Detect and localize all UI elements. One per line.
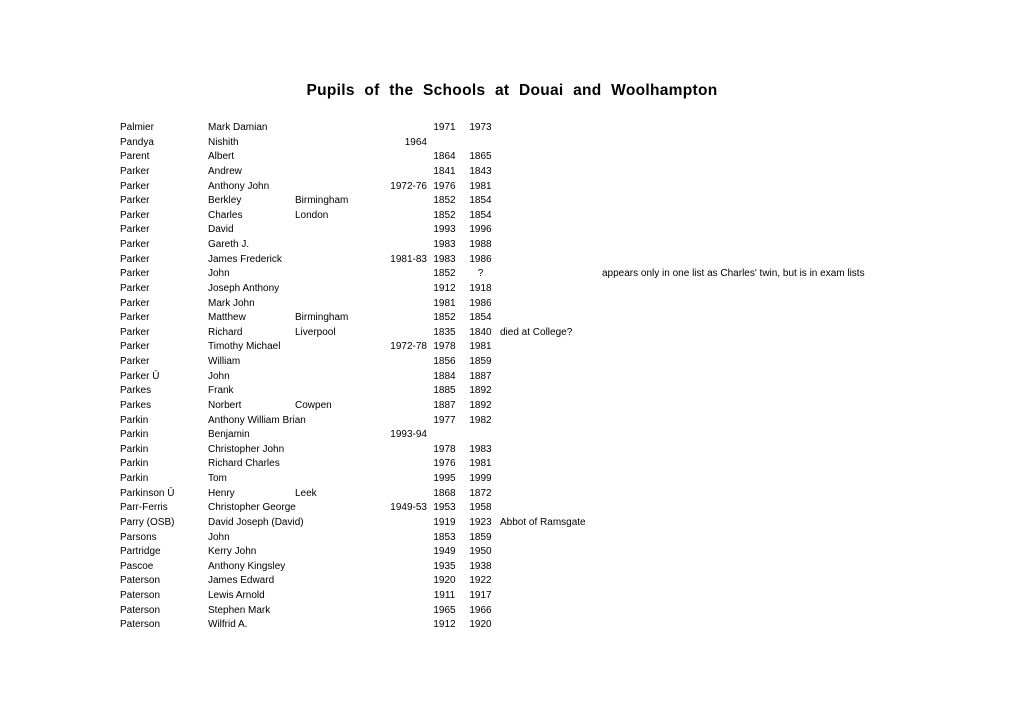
cell-note: died at College?: [500, 326, 573, 338]
cell-place: Leek: [295, 487, 317, 499]
cell-year1: 1912: [433, 282, 456, 294]
cell-year2: 1981: [469, 180, 492, 192]
cell-note-far: appears only in one list as Charles' twin, but is in exam lists: [602, 268, 865, 280]
cell-year1: 1953: [433, 502, 456, 514]
cell-forename: John: [208, 370, 230, 382]
table-row: [0, 180, 1024, 195]
cell-year2: 1920: [469, 619, 492, 631]
cell-year1: 1887: [433, 399, 456, 411]
table-row: [0, 457, 1024, 472]
cell-year1: 1993: [433, 224, 456, 236]
cell-surname: Parker: [120, 224, 150, 236]
cell-forename: Anthony William Brian: [208, 414, 306, 426]
cell-year2: ?: [477, 268, 484, 280]
table-row: [0, 165, 1024, 180]
cell-range: 1949-53: [390, 502, 427, 514]
cell-surname: Parker: [120, 165, 150, 177]
cell-surname: Pascoe: [120, 560, 154, 572]
cell-year2: 1999: [469, 473, 492, 484]
table-row: [0, 574, 1024, 589]
cell-year1: 1965: [433, 604, 456, 616]
table-row: [0, 136, 1024, 151]
cell-forename: Matthew: [208, 312, 246, 324]
cell-year1: 1920: [433, 575, 456, 587]
table-row: [0, 282, 1024, 297]
cell-year2: 1859: [469, 356, 492, 367]
cell-year2: 1983: [469, 443, 492, 455]
cell-year2: 1854: [469, 209, 492, 221]
cell-year2: 1981: [469, 458, 492, 470]
cell-year1: 1884: [433, 370, 456, 382]
cell-year2: 1958: [469, 502, 492, 514]
cell-year2: 1892: [469, 399, 492, 411]
cell-forename: Nishith: [208, 136, 239, 148]
cell-note: Abbot of Ramsgate: [500, 516, 586, 528]
table-row: [0, 414, 1024, 429]
cell-year1: 1856: [433, 356, 456, 367]
cell-year1: 1885: [433, 385, 456, 397]
cell-year1: 1976: [433, 458, 456, 470]
table-row: [0, 589, 1024, 604]
cell-year2: 1988: [469, 239, 492, 250]
cell-surname: Parsons: [120, 531, 157, 543]
cell-forename: Tom: [208, 473, 227, 484]
cell-year1: 1971: [433, 122, 456, 133]
cell-year2: 1950: [469, 546, 492, 558]
cell-year1: 1853: [433, 531, 456, 543]
cell-surname: Paterson: [120, 619, 161, 631]
cell-forename: John: [208, 268, 230, 280]
cell-year1: 1978: [433, 341, 456, 353]
page-title: Pupils of the Schools at Douai and Woolhampton: [306, 82, 718, 99]
cell-surname: Parker: [120, 282, 150, 294]
cell-forename: Andrew: [208, 165, 242, 177]
cell-forename: John: [208, 531, 230, 543]
cell-surname: Pandya: [120, 136, 154, 148]
cell-year2: 1854: [469, 195, 492, 207]
cell-year2: 1973: [469, 122, 492, 133]
cell-range: 1972-76: [390, 180, 427, 192]
cell-year1: 1841: [433, 165, 456, 177]
table-row: [0, 531, 1024, 546]
cell-year1: 1978: [433, 443, 456, 455]
cell-place: Liverpool: [295, 326, 336, 338]
table-row: [0, 516, 1024, 531]
table-row: [0, 326, 1024, 341]
cell-forename: Timothy Michael: [208, 341, 281, 353]
cell-year1: 1981: [433, 297, 456, 309]
cell-forename: Norbert: [208, 399, 242, 411]
cell-surname: Parkinson Ū: [120, 487, 175, 499]
cell-forename: Stephen Mark: [208, 604, 271, 616]
cell-year1: 1835: [433, 326, 456, 338]
table-row: [0, 355, 1024, 370]
cell-year2: 1918: [469, 282, 492, 294]
cell-forename: Frank: [208, 385, 234, 397]
cell-forename: Berkley: [208, 195, 242, 207]
cell-year2: 1840: [469, 326, 492, 338]
cell-surname: Parker Ū: [120, 370, 160, 382]
cell-year1: 1983: [433, 253, 456, 265]
cell-year1: 1912: [433, 619, 456, 631]
table-row: [0, 311, 1024, 326]
cell-surname: Paterson: [120, 575, 161, 587]
cell-place: Cowpen: [295, 399, 332, 411]
table-row: [0, 297, 1024, 312]
cell-year2: 1859: [469, 531, 492, 543]
cell-year1: 1976: [433, 180, 456, 192]
cell-surname: Parker: [120, 297, 150, 309]
cell-forename: Richard: [208, 326, 243, 338]
cell-year1: 1935: [433, 560, 456, 572]
table-row: [0, 223, 1024, 238]
cell-year2: 1854: [469, 312, 492, 324]
table-row: [0, 238, 1024, 253]
table-row: [0, 618, 1024, 633]
cell-year2: 1887: [469, 370, 492, 382]
cell-forename: James Edward: [208, 575, 275, 587]
cell-place: London: [295, 209, 329, 221]
cell-forename: Anthony John: [208, 180, 270, 192]
cell-surname: Paterson: [120, 604, 161, 616]
cell-surname: Parker: [120, 268, 150, 280]
cell-year1: 1852: [433, 312, 456, 324]
cell-forename: David Joseph (David): [208, 516, 304, 528]
cell-year1: 1852: [433, 195, 456, 207]
cell-surname: Parker: [120, 209, 150, 221]
cell-surname: Parkes: [120, 385, 152, 397]
table-row: [0, 472, 1024, 487]
cell-surname: Parr-Ferris: [120, 502, 168, 514]
table-row: [0, 384, 1024, 399]
cell-year2: 1865: [469, 151, 492, 163]
cell-surname: Parker: [120, 326, 150, 338]
cell-year2: 1917: [469, 590, 492, 601]
cell-forename: Anthony Kingsley: [208, 560, 286, 572]
cell-year1: 1868: [433, 487, 456, 499]
cell-forename: Benjamin: [208, 429, 250, 441]
cell-forename: William: [208, 356, 241, 367]
cell-forename: James Frederick: [208, 253, 282, 265]
cell-place: Birmingham: [295, 312, 349, 324]
cell-year2: 1872: [469, 487, 492, 499]
cell-surname: Parker: [120, 180, 150, 192]
table-row: [0, 340, 1024, 355]
cell-year1: 1852: [433, 209, 456, 221]
cell-surname: Partridge: [120, 546, 161, 558]
cell-place: Birmingham: [295, 195, 349, 207]
table-row: [0, 209, 1024, 224]
cell-surname: Parkes: [120, 399, 152, 411]
table-row: [0, 604, 1024, 619]
cell-year2: 1986: [469, 253, 492, 265]
table-row: [0, 560, 1024, 575]
table-row: [0, 253, 1024, 268]
cell-forename: Christopher George: [208, 502, 296, 514]
cell-year2: 1923: [469, 516, 492, 528]
table-row: [0, 487, 1024, 502]
cell-year1: 1911: [433, 590, 456, 601]
cell-range: 1964: [404, 136, 427, 148]
cell-year2: 1938: [469, 560, 492, 572]
table-row: [0, 194, 1024, 209]
cell-surname: Parkin: [120, 414, 149, 426]
cell-forename: Charles: [208, 209, 243, 221]
table-row: [0, 370, 1024, 385]
cell-forename: Gareth J.: [208, 239, 250, 250]
cell-surname: Parker: [120, 253, 150, 265]
cell-range: 1972-78: [390, 341, 427, 353]
cell-forename: Richard Charles: [208, 458, 280, 470]
table-row: [0, 267, 1024, 282]
cell-year2: 1982: [469, 414, 492, 426]
cell-surname: Parker: [120, 312, 150, 324]
table-row: [0, 545, 1024, 560]
cell-year2: 1986: [469, 297, 492, 309]
cell-surname: Parry (OSB): [120, 516, 175, 528]
table-row: [0, 501, 1024, 516]
table-row: [0, 399, 1024, 414]
cell-surname: Parker: [120, 341, 150, 353]
cell-forename: Wilfrid A.: [208, 619, 248, 631]
cell-forename: Mark John: [208, 297, 255, 309]
cell-surname: Parkin: [120, 473, 149, 484]
cell-surname: Parker: [120, 195, 150, 207]
cell-year1: 1919: [433, 516, 456, 528]
cell-year1: 1949: [433, 546, 456, 558]
table-row: [0, 150, 1024, 165]
cell-year2: 1843: [469, 165, 492, 177]
cell-year2: 1996: [469, 224, 492, 236]
cell-forename: Lewis Arnold: [208, 590, 265, 601]
cell-year2: 1922: [469, 575, 492, 587]
cell-surname: Parent: [120, 151, 150, 163]
cell-year2: 1892: [469, 385, 492, 397]
cell-surname: Parker: [120, 356, 150, 367]
cell-forename: Albert: [208, 151, 235, 163]
cell-surname: Parkin: [120, 458, 149, 470]
cell-surname: Palmier: [120, 122, 154, 133]
cell-year1: 1864: [433, 151, 456, 163]
cell-forename: Joseph Anthony: [208, 282, 280, 294]
cell-forename: Mark Damian: [208, 122, 268, 133]
pupils-table: [0, 121, 1024, 633]
cell-year1: 1995: [433, 473, 456, 484]
cell-surname: Paterson: [120, 590, 161, 601]
cell-forename: Kerry John: [208, 546, 257, 558]
cell-surname: Parker: [120, 239, 150, 250]
cell-year1: 1852: [433, 268, 456, 280]
table-row: [0, 121, 1024, 136]
cell-forename: Christopher John: [208, 443, 285, 455]
cell-forename: David: [208, 224, 234, 236]
cell-year2: 1966: [469, 604, 492, 616]
table-row: [0, 428, 1024, 443]
cell-range: 1993-94: [390, 429, 427, 441]
table-row: [0, 443, 1024, 458]
cell-range: 1981-83: [390, 253, 427, 265]
cell-year2: 1981: [469, 341, 492, 353]
cell-year1: 1983: [433, 239, 456, 250]
cell-year1: 1977: [433, 414, 456, 426]
cell-forename: Henry: [208, 487, 235, 499]
cell-surname: Parkin: [120, 443, 149, 455]
cell-surname: Parkin: [120, 429, 149, 441]
